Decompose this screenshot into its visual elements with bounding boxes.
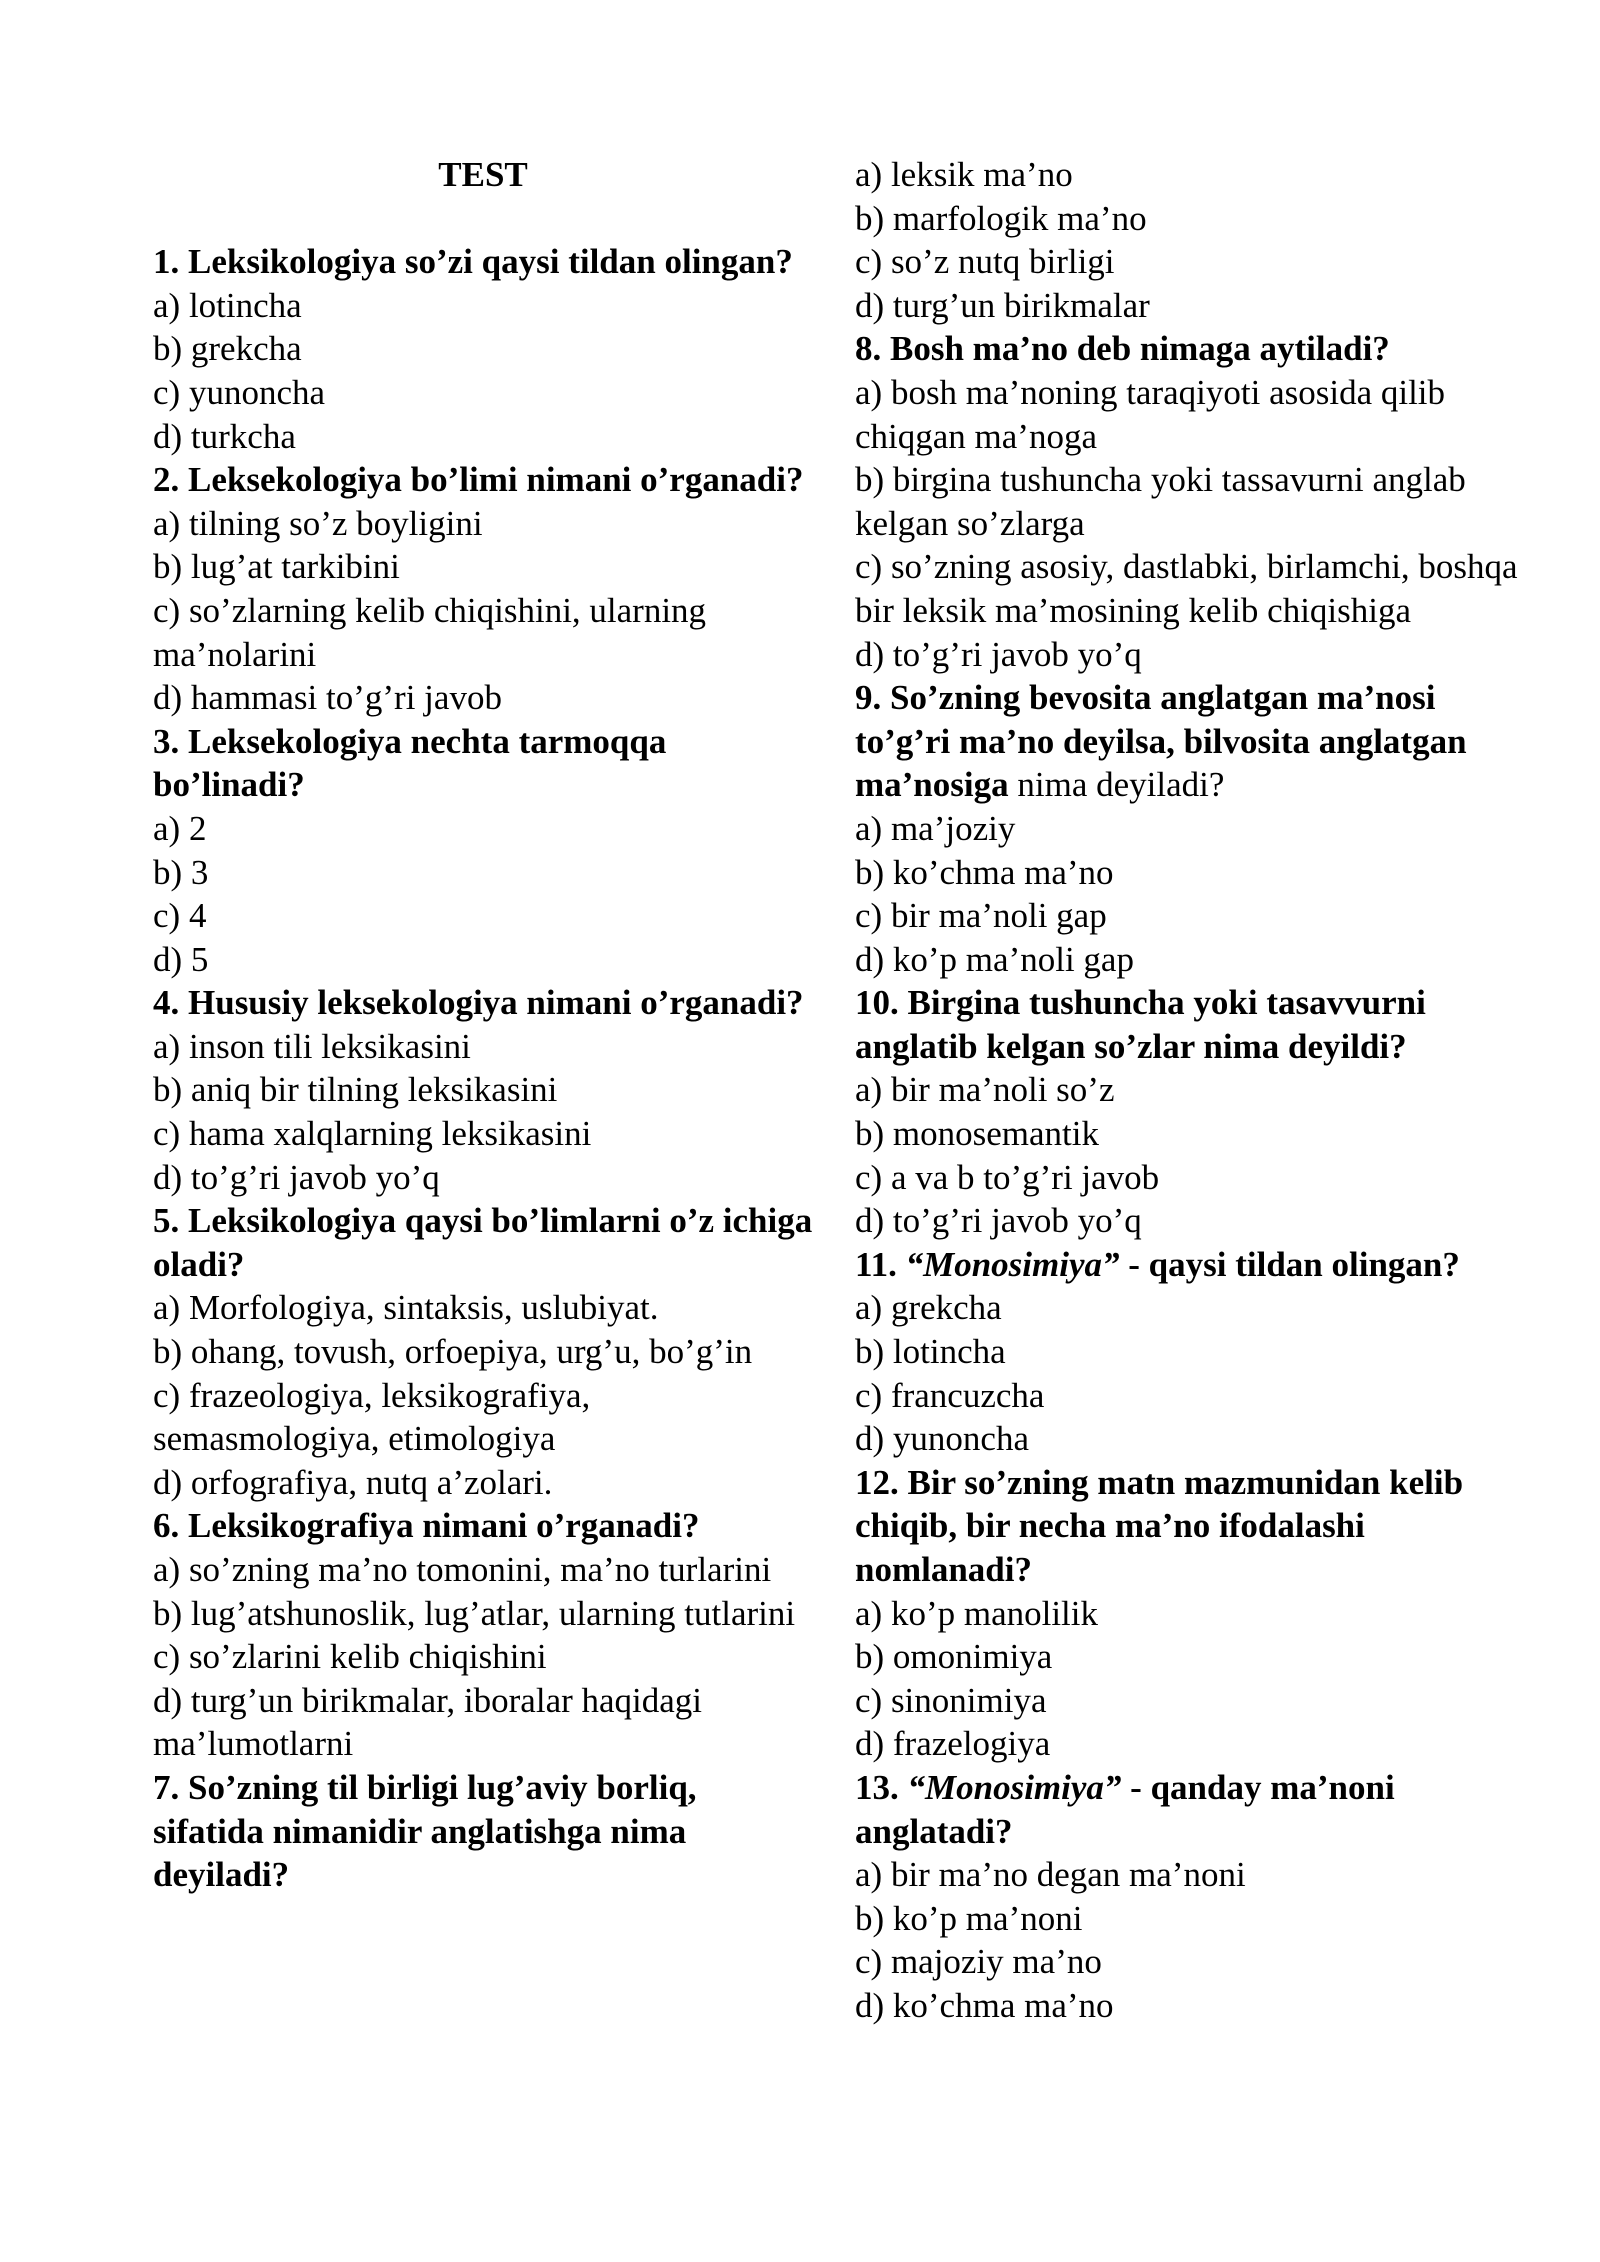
q1-option-c: c) yunoncha (153, 372, 326, 412)
q8-option-b: b) birgina tushuncha yoki tassavurni anglab kelgan so’zlarga (855, 460, 1466, 543)
q9-option-d: d) ko’p ma’noli gap (855, 939, 1134, 979)
q8-option-c: c) so’zning asosiy, dastlabki, birlamchi, boshqa bir leksik ma’mosining kelib chiqishiga (855, 547, 1518, 630)
question-7: 7. So’zning til birligi lug’aviy borliq, sifatida nimanidir anglatishga nima deyiladi? (153, 1767, 697, 1895)
question-11-number: 11. (855, 1244, 906, 1284)
question-8: 8. Bosh ma’no deb nimaga aytiladi? (855, 329, 1390, 369)
q6-option-c: c) so’zlarini kelib chiqishini (153, 1637, 547, 1677)
left-column (153, 153, 813, 1897)
q13-option-a: a) bir ma’no degan ma’noni (855, 1855, 1246, 1895)
q12-option-a: a) ko’p manolilik (855, 1593, 1099, 1633)
q5-option-c: c) frazeologiya, leksikografiya, semasmologiya, etimologiya (153, 1375, 591, 1459)
q4-option-a: a) inson tili leksikasini (153, 1026, 471, 1066)
q13-option-b: b) ko’p ma’noni (855, 1898, 1083, 1938)
question-13-number: 13. (855, 1767, 908, 1807)
q13-option-c: c) majoziy ma’no (855, 1942, 1102, 1982)
q7-option-a: a) leksik ma’no (855, 155, 1073, 194)
q9-option-b: b) ko’chma ma’no (855, 852, 1114, 892)
q8-option-a: a) bosh ma’noning taraqiyoti asosida qilib chiqgan ma’noga (855, 372, 1446, 456)
q4-option-c: c) hama xalqlarning leksikasini (153, 1114, 592, 1154)
q6-option-d: d) turg’un birikmalar, iboralar haqidagi ma’lumotlarni (153, 1680, 703, 1764)
question-11-rest: - qaysi tildan olingan? (1119, 1244, 1460, 1284)
q6-option-b: b) lug’atshunoslik, lug’atlar, ularning tutlarini (153, 1593, 796, 1633)
q3-option-b: b) 3 (153, 852, 209, 892)
q2-option-b: b) lug’at tarkibini (153, 547, 400, 587)
q11-option-b: b) lotincha (855, 1332, 1006, 1372)
question-9-bold-part: 9. So’zning bevosita anglatgan ma’nosi to’g’ri ma’no deyilsa, bilvosita anglatgan ma’nosiga (855, 678, 1467, 805)
q10-option-b: b) monosemantik (855, 1114, 1099, 1154)
q3-option-d: d) 5 (153, 939, 209, 979)
question-12: 12. Bir so’zning matn mazmunidan kelib chiqib, bir necha ma’no ifodalashi nomlanadi? (855, 1462, 1464, 1589)
q13-option-d: d) ko’chma ma’no (855, 1985, 1114, 2025)
q7-option-c: c) so’z nutq birligi (855, 242, 1115, 282)
q3-option-c: c) 4 (153, 896, 207, 936)
q11-option-a: a) grekcha (855, 1288, 1002, 1328)
question-13 (855, 1766, 1535, 1853)
q9-option-c: c) bir ma’noli gap (855, 896, 1107, 936)
question-10: 10. Birgina tushuncha yoki tasavvurni anglatib kelgan so’zlar nima deyildi? (855, 983, 1426, 1066)
q4-option-b: b) aniq bir tilning leksikasini (153, 1070, 558, 1110)
q9-option-a: a) ma’joziy (855, 808, 1016, 848)
q12-option-d: d) frazelogiya (855, 1724, 1051, 1764)
q3-option-a: a) 2 (153, 808, 207, 848)
q11-option-d: d) yunoncha (855, 1419, 1029, 1459)
question-13-rest: - qanday ma’noni anglatadi? (855, 1767, 1395, 1851)
question-13-term: “Monosimiya” (907, 1767, 1122, 1807)
question-9 (855, 676, 1535, 807)
q2-option-c: c) so’zlarning kelib chiqishini, ularning ma’nolarini (153, 590, 707, 674)
q5-option-a: a) Morfologiya, sintaksis, uslubiyat. (153, 1288, 659, 1328)
q7-option-b: b) marfologik ma’no (855, 198, 1147, 238)
q12-option-b: b) omonimiya (855, 1637, 1053, 1677)
q2-option-a: a) tilning so’z boyligini (153, 503, 483, 543)
q12-option-c: c) sinonimiya (855, 1680, 1047, 1720)
question-6: 6. Leksikografiya nimani o’rganadi? (153, 1506, 700, 1546)
question-9-plain-part: nima deyiladi? (1008, 765, 1225, 805)
q7-option-d: d) turg’un birikmalar (855, 285, 1150, 325)
q5-option-d: d) orfografiya, nutq a’zolari. (153, 1462, 553, 1502)
q1-option-b: b) grekcha (153, 329, 302, 369)
question-1: 1. Leksikologiya so’zi qaysi tildan olingan? (153, 242, 793, 282)
q6-option-a: a) so’zning ma’no tomonini, ma’no turlarini (153, 1550, 772, 1589)
question-11 (855, 1243, 1535, 1287)
q5-option-b: b) ohang, tovush, orfoepiya, urg’u, bo’g’in (153, 1332, 753, 1372)
q8-option-d: d) to’g’ri javob yo’q (855, 634, 1142, 674)
q1-option-a: a) lotincha (153, 285, 302, 325)
question-4: 4. Hususiy leksekologiya nimani o’rganadi? (153, 983, 804, 1023)
q10-option-d: d) to’g’ri javob yo’q (855, 1201, 1142, 1241)
question-2: 2. Leksekologiya bo’limi nimani o’rganadi? (153, 460, 804, 500)
q11-option-c: c) francuzcha (855, 1375, 1045, 1415)
q10-option-a: a) bir ma’noli so’z (855, 1070, 1115, 1110)
q2-option-d: d) hammasi to’g’ri javob (153, 678, 502, 718)
q1-option-d: d) turkcha (153, 416, 296, 456)
q10-option-c: c) a va b to’g’ri javob (855, 1157, 1160, 1197)
question-5: 5. Leksikologiya qaysi bo’limlarni o’z ichiga oladi? (153, 1201, 813, 1284)
question-11-term: “Monosimiya” (905, 1244, 1120, 1284)
right-column (855, 153, 1535, 2028)
document-title: TEST (438, 155, 528, 194)
question-3: 3. Leksekologiya nechta tarmoqqa bo’linadi? (153, 721, 667, 805)
q4-option-d: d) to’g’ri javob yo’q (153, 1157, 440, 1197)
